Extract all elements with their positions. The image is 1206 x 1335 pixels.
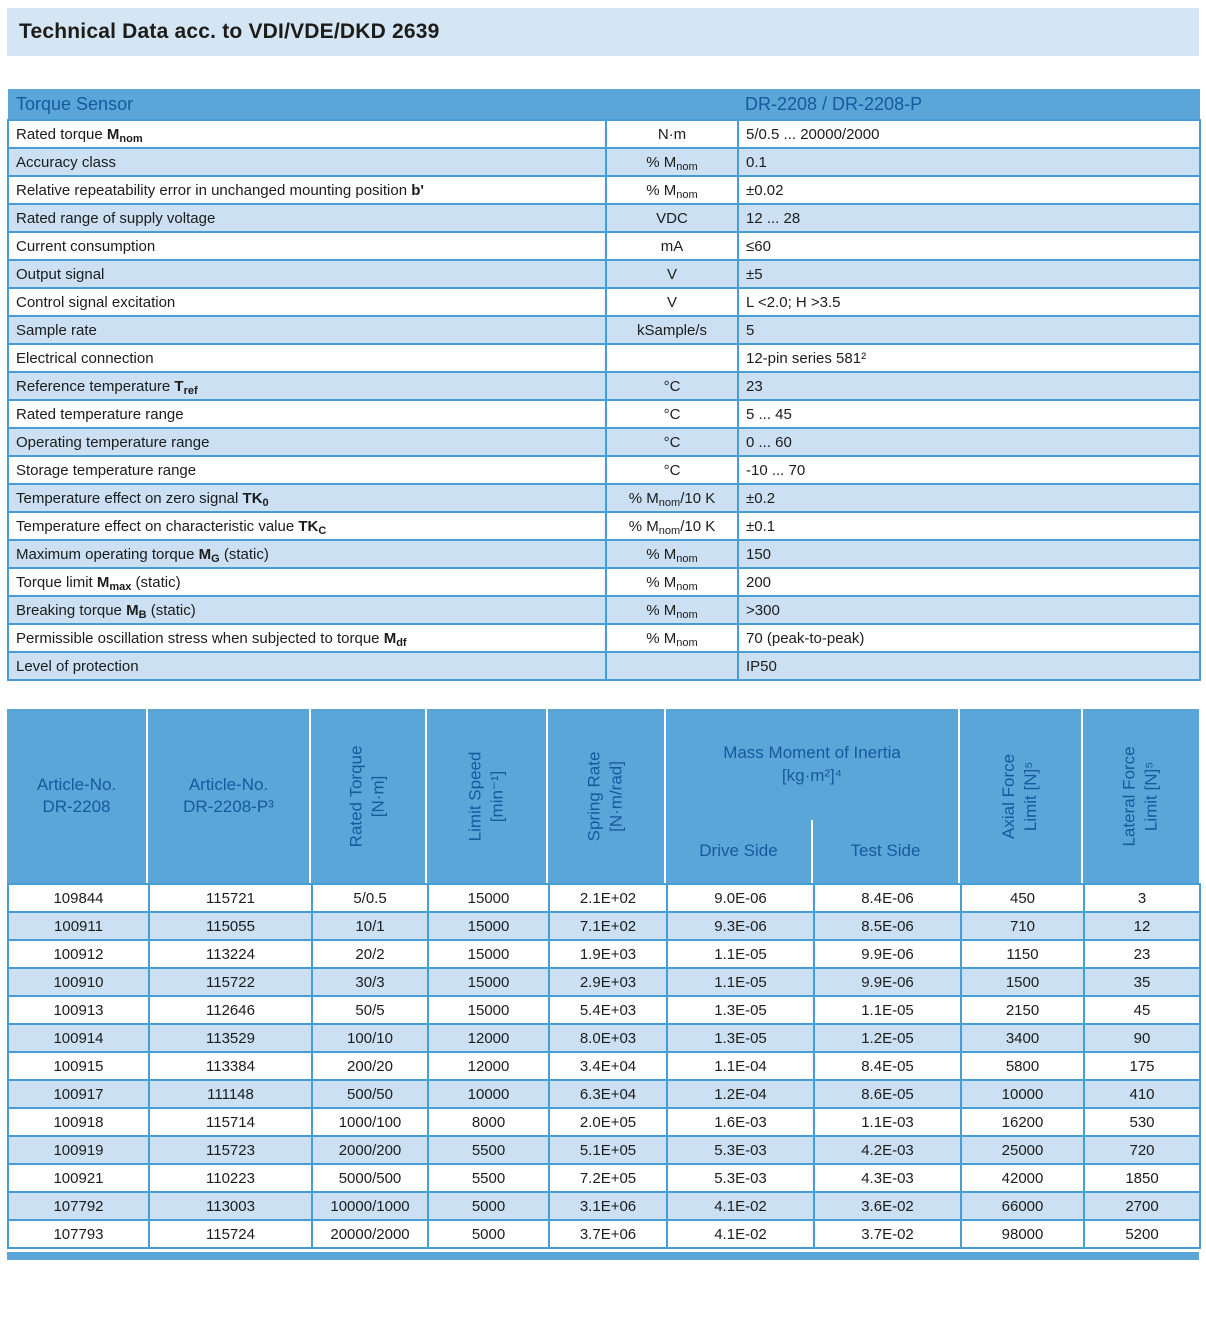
spec-table [7, 89, 1201, 681]
spec-row-value: ≤60 [738, 232, 1200, 260]
article-value-cell: 115723 [149, 1136, 312, 1164]
spec-row-value: 150 [738, 540, 1200, 568]
article-value-cell: 2.0E+05 [549, 1108, 667, 1136]
article-value-cell: 113003 [149, 1192, 312, 1220]
spec-header-row [8, 89, 1200, 120]
article-value-cell: 1.9E+03 [549, 940, 667, 968]
spec-row [8, 624, 1200, 652]
spec-row-unit: °C [606, 372, 738, 400]
spec-row-label: Rated range of supply voltage [8, 204, 606, 232]
article-value-cell: 25000 [961, 1136, 1084, 1164]
spec-row-unit: N·m [606, 120, 738, 148]
article-value-cell: 10000/1000 [312, 1192, 428, 1220]
article-value-cell: 3.4E+04 [549, 1052, 667, 1080]
article-row [8, 884, 1200, 912]
article-row [8, 940, 1200, 968]
spec-row-unit: % $M_{nom}$ [606, 176, 738, 204]
spec-row-unit: VDC [606, 204, 738, 232]
spec-row-label: Level of protection [8, 652, 606, 680]
article-value-cell: 2000/200 [312, 1136, 428, 1164]
spec-row-label: Accuracy class [8, 148, 606, 176]
page-header-banner [7, 8, 1199, 56]
article-value-cell: 45 [1084, 996, 1200, 1024]
article-value-cell: 1.1E-03 [814, 1108, 961, 1136]
spec-row-value: ±0.1 [738, 512, 1200, 540]
article-value-cell: 100/10 [312, 1024, 428, 1052]
article-no-cell: 100919 [8, 1136, 149, 1164]
mass-moment-subcolumns [666, 820, 958, 883]
spec-row-label: Torque limit $M_{max}$ (static) [8, 568, 606, 596]
spec-row-value: -10 ... 70 [738, 456, 1200, 484]
article-value-cell: 113529 [149, 1024, 312, 1052]
spec-row-label: Storage temperature range [8, 456, 606, 484]
article-value-cell: 2150 [961, 996, 1084, 1024]
article-value-cell: 500/50 [312, 1080, 428, 1108]
article-value-cell: 8.5E-06 [814, 912, 961, 940]
article-value-cell: 3.7E+06 [549, 1220, 667, 1248]
spec-table-title: Torque Sensor [8, 89, 606, 120]
article-value-cell: 9.9E-06 [814, 940, 961, 968]
article-value-cell: 7.1E+02 [549, 912, 667, 940]
article-value-cell: 8.0E+03 [549, 1024, 667, 1052]
spec-row [8, 148, 1200, 176]
article-no-cell: 100911 [8, 912, 149, 940]
article-value-cell: 113224 [149, 940, 312, 968]
spec-row-value: 5/0.5 ... 20000/2000 [738, 120, 1200, 148]
spec-row [8, 260, 1200, 288]
article-value-cell: 15000 [428, 912, 549, 940]
article-value-cell: 4.1E-02 [667, 1192, 814, 1220]
article-value-cell: 1150 [961, 940, 1084, 968]
spec-row-value: 70 (peak-to-peak) [738, 624, 1200, 652]
article-value-cell: 175 [1084, 1052, 1200, 1080]
spec-row-value: 0.1 [738, 148, 1200, 176]
article-value-cell: 115722 [149, 968, 312, 996]
subcol-header-test-side: Test Side [811, 820, 958, 883]
article-value-cell: 7.2E+05 [549, 1164, 667, 1192]
article-value-cell: 9.0E-06 [667, 884, 814, 912]
spec-row-unit [606, 652, 738, 680]
spec-row-unit: % $M_{nom}$ [606, 540, 738, 568]
article-row [8, 996, 1200, 1024]
article-value-cell: 115055 [149, 912, 312, 940]
spec-row-value: 12-pin series 581² [738, 344, 1200, 372]
article-value-cell: 1.2E-05 [814, 1024, 961, 1052]
spec-row-unit: % $M_{nom}$ [606, 596, 738, 624]
col-header-article-no-dr2208p: Article-No. DR-2208-P³ [148, 709, 311, 883]
spec-row [8, 372, 1200, 400]
article-value-cell: 1.1E-05 [667, 968, 814, 996]
col-header-article-no-dr2208: Article-No. DR-2208 [7, 709, 148, 883]
article-value-cell: 3.6E-02 [814, 1192, 961, 1220]
article-value-cell: 5800 [961, 1052, 1084, 1080]
spec-row-unit: °C [606, 456, 738, 484]
spec-row [8, 344, 1200, 372]
article-value-cell: 3400 [961, 1024, 1084, 1052]
article-value-cell: 112646 [149, 996, 312, 1024]
article-table-body [7, 883, 1201, 1249]
article-value-cell: 30/3 [312, 968, 428, 996]
article-value-cell: 5500 [428, 1136, 549, 1164]
spec-row [8, 568, 1200, 596]
spec-unit-header [606, 89, 738, 120]
article-value-cell: 12000 [428, 1052, 549, 1080]
spec-row-value: ±5 [738, 260, 1200, 288]
article-value-cell: 5000 [428, 1220, 549, 1248]
article-value-cell: 530 [1084, 1108, 1200, 1136]
article-value-cell: 4.1E-02 [667, 1220, 814, 1248]
spec-row-label: Control signal excitation [8, 288, 606, 316]
spec-row-label: Operating temperature range [8, 428, 606, 456]
spec-row-unit: °C [606, 428, 738, 456]
article-no-cell: 107793 [8, 1220, 149, 1248]
spec-row [8, 316, 1200, 344]
page-title: Technical Data acc. to VDI/VDE/DKD 2639 [19, 20, 440, 43]
spec-row-value: ±0.2 [738, 484, 1200, 512]
article-value-cell: 1500 [961, 968, 1084, 996]
spec-row [8, 204, 1200, 232]
spec-row [8, 456, 1200, 484]
article-value-cell: 15000 [428, 884, 549, 912]
article-value-cell: 5500 [428, 1164, 549, 1192]
article-value-cell: 5000/500 [312, 1164, 428, 1192]
col-header-axial-force-limit: Axial Force Limit [N]⁵ [960, 709, 1083, 883]
article-no-cell: 100914 [8, 1024, 149, 1052]
article-row [8, 1108, 1200, 1136]
spec-row-unit: % $M_{nom}$ [606, 568, 738, 596]
spec-row [8, 120, 1200, 148]
article-value-cell: 12000 [428, 1024, 549, 1052]
spec-row-unit: mA [606, 232, 738, 260]
article-value-cell: 2700 [1084, 1192, 1200, 1220]
article-value-cell: 42000 [961, 1164, 1084, 1192]
article-value-cell: 4.2E-03 [814, 1136, 961, 1164]
spec-row-label: Temperature effect on characteristic value $TK_C$ [8, 512, 606, 540]
article-no-cell: 100915 [8, 1052, 149, 1080]
article-value-cell: 23 [1084, 940, 1200, 968]
article-no-cell: 109844 [8, 884, 149, 912]
spec-row-value: >300 [738, 596, 1200, 624]
article-value-cell: 115721 [149, 884, 312, 912]
subcol-header-drive-side: Drive Side [699, 841, 778, 861]
col-header-lateral-force-limit: Lateral Force Limit [N]⁵ [1119, 745, 1161, 847]
article-value-cell: 20/2 [312, 940, 428, 968]
article-row [8, 1164, 1200, 1192]
article-value-cell: 12 [1084, 912, 1200, 940]
article-value-cell: 5/0.5 [312, 884, 428, 912]
article-value-cell: 6.3E+04 [549, 1080, 667, 1108]
article-value-cell: 66000 [961, 1192, 1084, 1220]
spec-row-unit: % $M_{nom}/10$ K [606, 484, 738, 512]
article-no-cell: 100912 [8, 940, 149, 968]
spec-row [8, 400, 1200, 428]
article-value-cell: 8.4E-05 [814, 1052, 961, 1080]
spec-row [8, 540, 1200, 568]
article-no-cell: 100913 [8, 996, 149, 1024]
spec-row [8, 512, 1200, 540]
article-value-cell: 110223 [149, 1164, 312, 1192]
spec-row-unit: % $M_{nom}$ [606, 148, 738, 176]
article-value-cell: 1000/100 [312, 1108, 428, 1136]
col-header-mass-moment-of-inertia [666, 709, 960, 883]
article-no-cell: 100918 [8, 1108, 149, 1136]
article-value-cell: 15000 [428, 968, 549, 996]
spec-row-value: 200 [738, 568, 1200, 596]
article-table-header [7, 709, 1199, 883]
spec-row-value: 0 ... 60 [738, 428, 1200, 456]
spec-row-value: ±0.02 [738, 176, 1200, 204]
spec-row-label: Relative repeatability error in unchanged mounting position b' [8, 176, 606, 204]
article-value-cell: 1.1E-05 [667, 940, 814, 968]
article-variants-table [7, 709, 1199, 1260]
article-value-cell: 1.3E-05 [667, 996, 814, 1024]
article-value-cell: 15000 [428, 940, 549, 968]
spec-row-value: IP50 [738, 652, 1200, 680]
article-value-cell: 5.3E-03 [667, 1136, 814, 1164]
spec-model-label: DR-2208 / DR-2208-P [738, 89, 1200, 120]
article-value-cell: 5000 [428, 1192, 549, 1220]
article-value-cell: 1.2E-04 [667, 1080, 814, 1108]
article-value-cell: 115714 [149, 1108, 312, 1136]
article-row [8, 968, 1200, 996]
article-row [8, 1024, 1200, 1052]
spec-row-value: 23 [738, 372, 1200, 400]
article-value-cell: 5.4E+03 [549, 996, 667, 1024]
article-value-cell: 113384 [149, 1052, 312, 1080]
article-no-cell: 100910 [8, 968, 149, 996]
spec-row-unit: % $M_{nom}/10$ K [606, 512, 738, 540]
article-value-cell: 9.3E-06 [667, 912, 814, 940]
article-no-cell: 100917 [8, 1080, 149, 1108]
spec-row [8, 652, 1200, 680]
article-value-cell: 35 [1084, 968, 1200, 996]
spec-row-label: Rated torque $M_{nom}$ [8, 120, 606, 148]
article-value-cell: 5.1E+05 [549, 1136, 667, 1164]
spec-row-label: Current consumption [8, 232, 606, 260]
spec-row-value: 5 [738, 316, 1200, 344]
spec-row-label: Maximum operating torque $M_G$ (static) [8, 540, 606, 568]
torque-sensor-spec-table [7, 89, 1199, 681]
article-value-cell: 1.3E-05 [667, 1024, 814, 1052]
spec-row-label: Permissible oscillation stress when subjected to torque $M_{df}$ [8, 624, 606, 652]
article-value-cell: 10000 [428, 1080, 549, 1108]
article-value-cell: 10000 [961, 1080, 1084, 1108]
article-no-cell: 100921 [8, 1164, 149, 1192]
article-row [8, 1136, 1200, 1164]
mass-moment-title: Mass Moment of Inertia [kg·m²]⁴ [723, 743, 901, 785]
spec-row [8, 428, 1200, 456]
article-value-cell: 98000 [961, 1220, 1084, 1248]
article-value-cell: 115724 [149, 1220, 312, 1248]
article-value-cell: 410 [1084, 1080, 1200, 1108]
article-value-cell: 450 [961, 884, 1084, 912]
article-value-cell: 1850 [1084, 1164, 1200, 1192]
spec-row-unit: % $M_{nom}$ [606, 624, 738, 652]
spec-row-label: Breaking torque $M_B$ (static) [8, 596, 606, 624]
article-value-cell: 10/1 [312, 912, 428, 940]
article-value-cell: 4.3E-03 [814, 1164, 961, 1192]
article-value-cell: 720 [1084, 1136, 1200, 1164]
spec-row [8, 484, 1200, 512]
article-value-cell: 15000 [428, 996, 549, 1024]
article-value-cell: 111148 [149, 1080, 312, 1108]
article-value-cell: 2.1E+02 [549, 884, 667, 912]
spec-row-value: L <2.0; H >3.5 [738, 288, 1200, 316]
article-value-cell: 1.1E-05 [814, 996, 961, 1024]
article-value-cell: 16200 [961, 1108, 1084, 1136]
spec-row-unit: V [606, 260, 738, 288]
article-value-cell: 5200 [1084, 1220, 1200, 1248]
spec-row-label: Rated temperature range [8, 400, 606, 428]
article-value-cell: 50/5 [312, 996, 428, 1024]
article-value-cell: 3.7E-02 [814, 1220, 961, 1248]
article-row [8, 1080, 1200, 1108]
spec-row [8, 176, 1200, 204]
spec-row-value: 5 ... 45 [738, 400, 1200, 428]
article-value-cell: 3 [1084, 884, 1200, 912]
spec-row-value: 12 ... 28 [738, 204, 1200, 232]
article-row [8, 1220, 1200, 1248]
spec-row [8, 288, 1200, 316]
article-no-cell: 107792 [8, 1192, 149, 1220]
spec-row [8, 232, 1200, 260]
spec-row-unit: V [606, 288, 738, 316]
article-value-cell: 90 [1084, 1024, 1200, 1052]
article-value-cell: 9.9E-06 [814, 968, 961, 996]
spec-row-label: Reference temperature $T_{ref}$ [8, 372, 606, 400]
spec-row-label: Electrical connection [8, 344, 606, 372]
article-value-cell: 710 [961, 912, 1084, 940]
article-row [8, 912, 1200, 940]
spec-row-unit: kSample/s [606, 316, 738, 344]
article-value-cell: 1.6E-03 [667, 1108, 814, 1136]
article-value-cell: 1.1E-04 [667, 1052, 814, 1080]
spec-row-unit: °C [606, 400, 738, 428]
spec-row-unit [606, 344, 738, 372]
spec-row-label: Temperature effect on zero signal $TK_0$ [8, 484, 606, 512]
spec-row-label: Output signal [8, 260, 606, 288]
col-header-spring-rate: Spring Rate [N·m/rad] [548, 709, 666, 883]
article-value-cell: 8000 [428, 1108, 549, 1136]
col-header-limit-speed: Limit Speed [min⁻¹] [427, 709, 548, 883]
article-row [8, 1052, 1200, 1080]
article-row [8, 1192, 1200, 1220]
article-value-cell: 2.9E+03 [549, 968, 667, 996]
article-value-cell: 8.4E-06 [814, 884, 961, 912]
spec-row-label: Sample rate [8, 316, 606, 344]
article-value-cell: 8.6E-05 [814, 1080, 961, 1108]
spec-row [8, 596, 1200, 624]
article-value-cell: 200/20 [312, 1052, 428, 1080]
article-value-cell: 20000/2000 [312, 1220, 428, 1248]
article-value-cell: 3.1E+06 [549, 1192, 667, 1220]
col-header-rated-torque: Rated Torque [N·m] [311, 709, 427, 883]
next-table-top-edge [7, 1252, 1199, 1260]
article-value-cell: 5.3E-03 [667, 1164, 814, 1192]
